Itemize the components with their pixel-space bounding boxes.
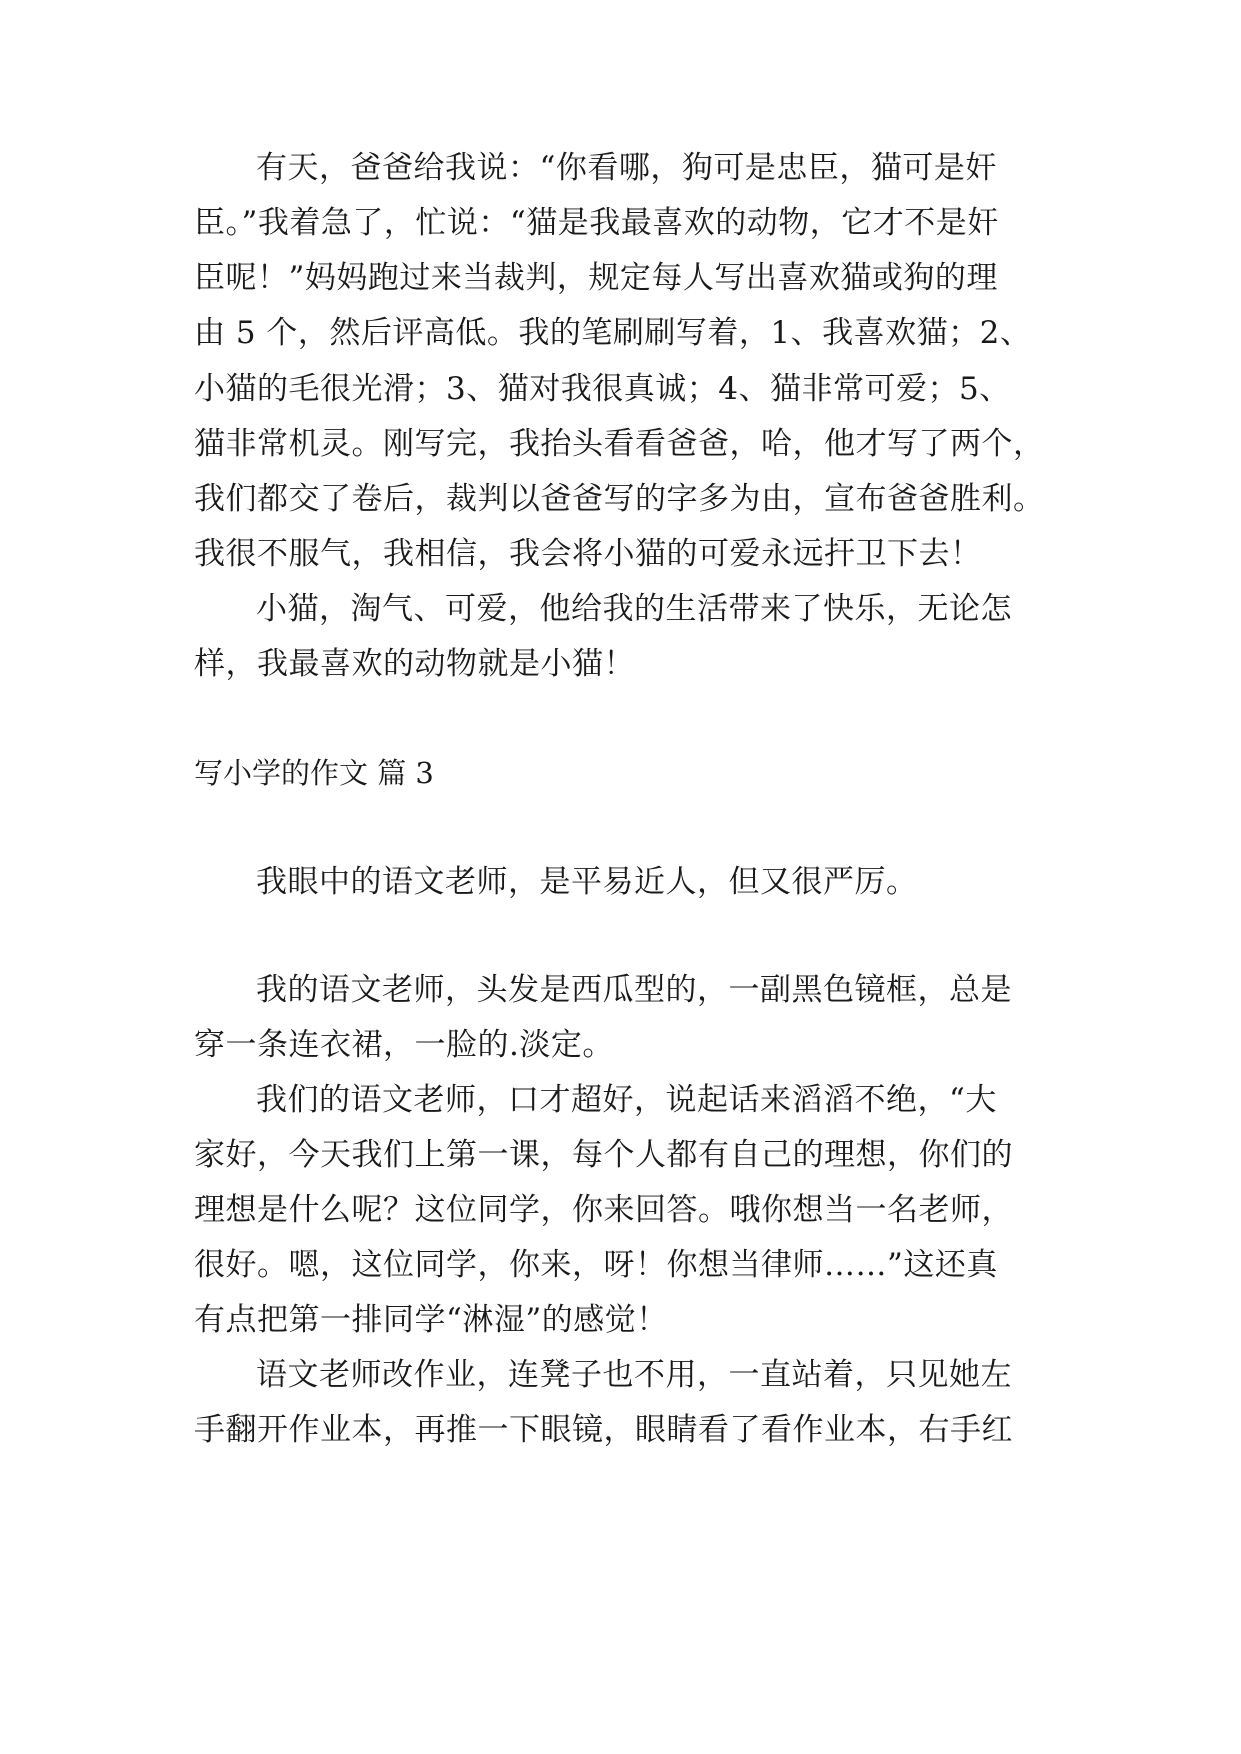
paragraph-line: 小猫的毛很光滑；3、猫对我很真诚；4、猫非常可爱；5、 (194, 371, 1011, 407)
paragraph-line: 小猫，淘气、可爱，他给我的生活带来了快乐，无论怎 (256, 591, 1012, 627)
paragraph-line: 理想是什么呢？这位同学，你来回答。哦你想当一名老师， (194, 1192, 1013, 1228)
paragraph-line: 有点把第一排同学“淋湿”的感觉！ (194, 1302, 668, 1338)
paragraph-line: 穿一条连衣裙，一脸的.淡定。 (194, 1027, 614, 1063)
paragraph-line: 猫非常机灵。刚写完，我抬头看看爸爸，哈，他才写了两个， (194, 426, 1045, 462)
paragraph-line: 我眼中的语文老师，是平易近人，但又很严厉。 (256, 864, 918, 900)
paragraph-line: 很好。嗯，这位同学，你来，呀！你想当律师……”这还真 (194, 1247, 998, 1283)
paragraph-line: 语文老师改作业，连凳子也不用，一直站着，只见她左 (256, 1357, 1012, 1393)
paragraph-line: 我的语文老师，头发是西瓜型的，一副黑色镜框，总是 (256, 972, 1012, 1008)
paragraph-line: 样，我最喜欢的动物就是小猫！ (194, 646, 635, 682)
section-heading: 写小学的作文 篇 3 (194, 756, 434, 790)
paragraph-line: 我们的语文老师，口才超好，说起话来滔滔不绝，“大 (256, 1082, 997, 1118)
paragraph-line: 有天，爸爸给我说：“你看哪，狗可是忠臣，猫可是奸 (256, 150, 997, 186)
paragraph-line: 手翻开作业本，再推一下眼镜，眼睛看了看作业本，右手红 (194, 1412, 1013, 1448)
paragraph-line: 由 5 个，然后评高低。我的笔刷刷写着，1、我喜欢猫；2、 (194, 315, 1032, 351)
paragraph-line: 我们都交了卷后，裁判以爸爸写的字多为由，宣布爸爸胜利。 (194, 481, 1045, 517)
paragraph-line: 臣。”我着急了，忙说：“猫是我最喜欢的动物，它才不是奸 (194, 205, 999, 241)
paragraph-line: 我很不服气，我相信，我会将小猫的可爱永远扞卫下去！ (194, 536, 982, 572)
paragraph-line: 家好，今天我们上第一课，每个人都有自己的理想，你们的 (194, 1137, 1013, 1173)
paragraph-line: 臣呢！”妈妈跑过来当裁判，规定每人写出喜欢猫或狗的理 (194, 260, 998, 296)
